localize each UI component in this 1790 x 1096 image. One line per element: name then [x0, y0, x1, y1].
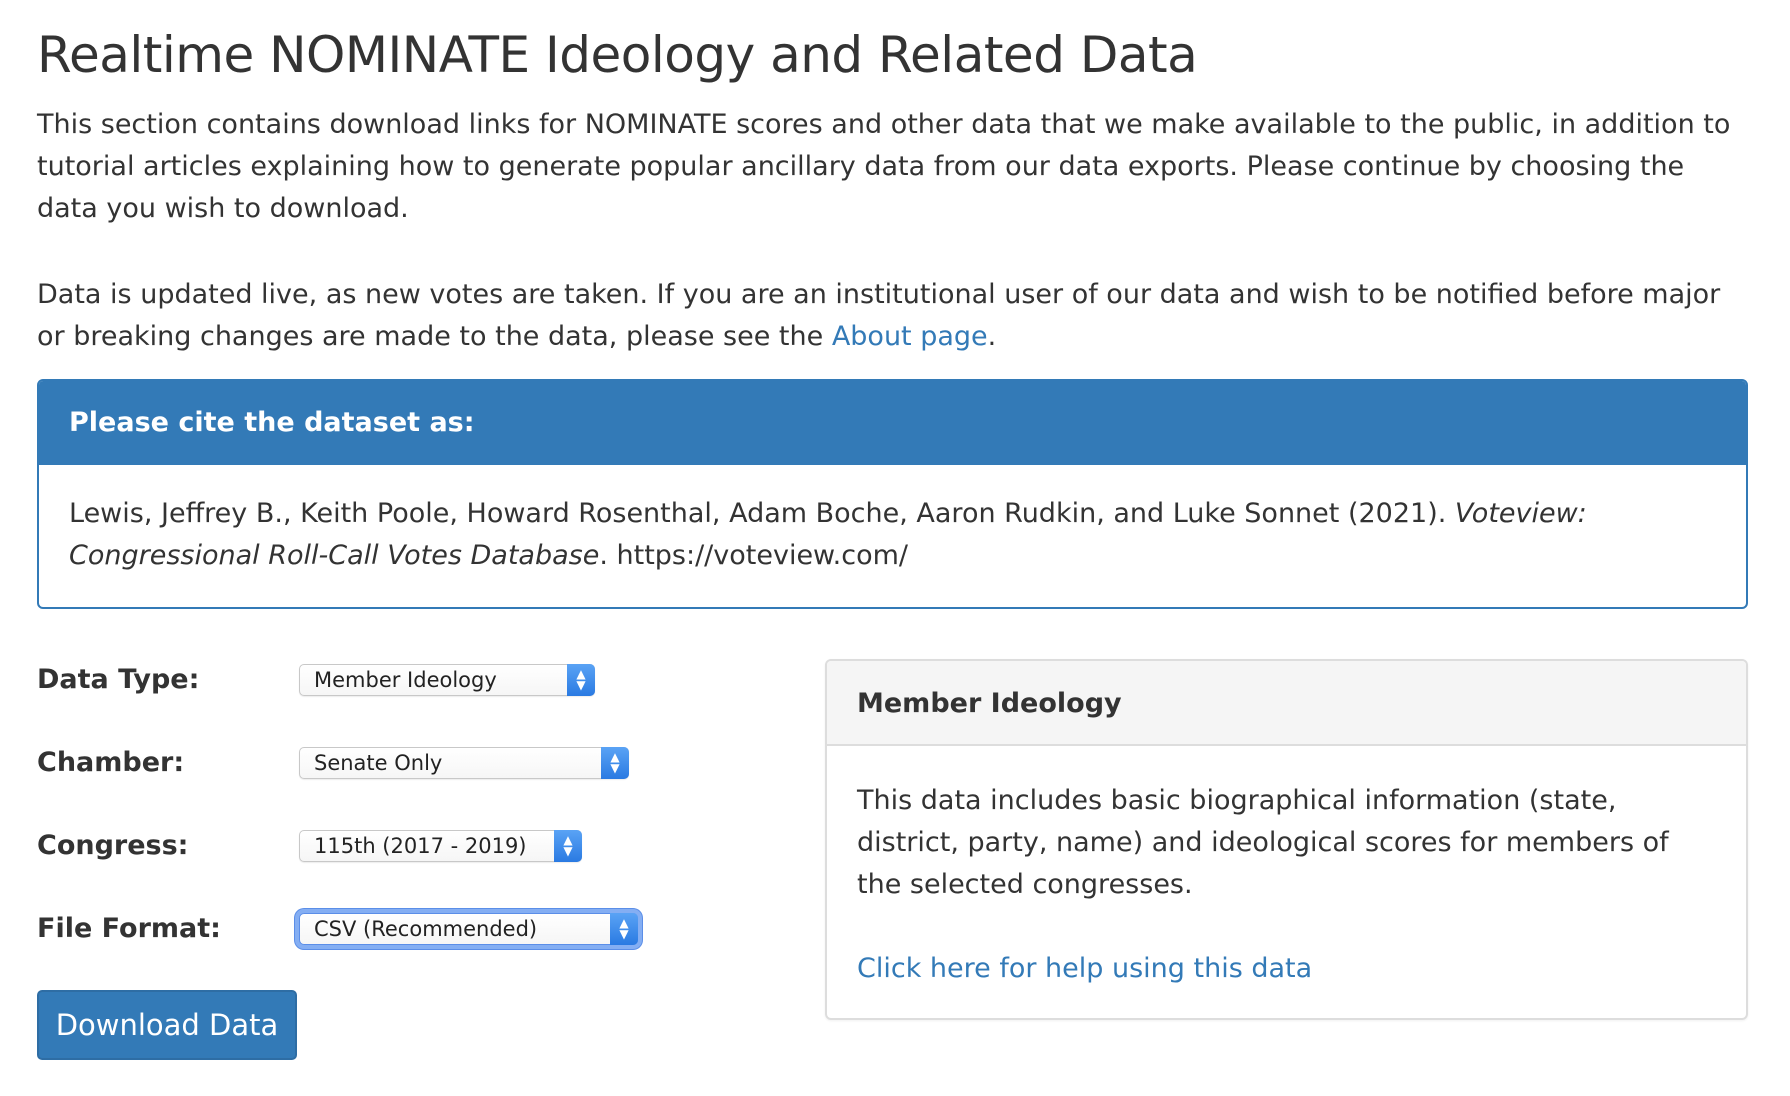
file-format-label: File Format:	[37, 913, 221, 944]
data-type-row	[37, 658, 737, 702]
select-arrows-icon: ▲ ▼	[567, 664, 595, 696]
select-arrows-icon: ▲ ▼	[601, 747, 629, 779]
file-format-row	[37, 907, 737, 951]
data-type-select[interactable]	[299, 664, 595, 696]
file-format-value: CSV (Recommended)	[314, 917, 538, 941]
info-panel-heading: Member Ideology	[827, 661, 1746, 746]
data-type-value: Member Ideology	[314, 668, 497, 692]
chamber-value: Senate Only	[314, 751, 443, 775]
file-format-select[interactable]	[299, 913, 638, 945]
download-data-button[interactable]: Download Data	[37, 990, 297, 1060]
chamber-row	[37, 741, 737, 785]
citation-title: Voteview: Congressional Roll-Call Votes Database	[69, 498, 1587, 571]
about-page-link[interactable]: About page	[831, 321, 988, 352]
page-title: Realtime NOMINATE Ideology and Related Data	[37, 26, 1198, 84]
congress-value: 115th (2017 - 2019)	[314, 834, 527, 858]
chamber-select[interactable]	[299, 747, 629, 779]
citation-body	[39, 465, 1746, 577]
citation-url: . https://voteview.com/	[599, 540, 909, 571]
citation-authors: Lewis, Jeffrey B., Keith Poole, Howard Rosenthal, Adam Boche, Aaron Rudkin, and Luke Sonnet (2021).	[69, 498, 1455, 529]
congress-label: Congress:	[37, 830, 189, 861]
chamber-label: Chamber:	[37, 747, 185, 778]
select-arrows-icon: ▲ ▼	[554, 830, 582, 862]
citation-heading: Please cite the dataset as:	[39, 381, 1746, 465]
congress-row	[37, 824, 737, 868]
info-panel-body	[827, 746, 1746, 990]
update-paragraph	[37, 274, 1752, 358]
congress-select[interactable]	[299, 830, 582, 862]
intro-paragraph: This section contains download links for NOMINATE scores and other data that we make available to the public, in addition to tutorial articles explaining how to generate popular ancillary data from our data exports. Please continue by choosing the data you wish to download.	[37, 109, 1731, 224]
citation-panel	[37, 379, 1748, 609]
select-arrows-icon: ▲ ▼	[610, 913, 638, 945]
data-type-label: Data Type:	[37, 664, 200, 695]
data-info-panel	[825, 659, 1748, 1020]
info-panel-description: This data includes basic biographical information (state, district, party, name) and ideological scores for members of the selected congresses.	[857, 785, 1669, 900]
update-text-end: .	[987, 321, 997, 352]
help-link[interactable]: Click here for help using this data	[857, 953, 1313, 984]
update-text: Data is updated live, as new votes are taken. If you are an institutional user of our data and wish to be notified before major or breaking changes are made to the data, please see the	[37, 279, 1721, 352]
